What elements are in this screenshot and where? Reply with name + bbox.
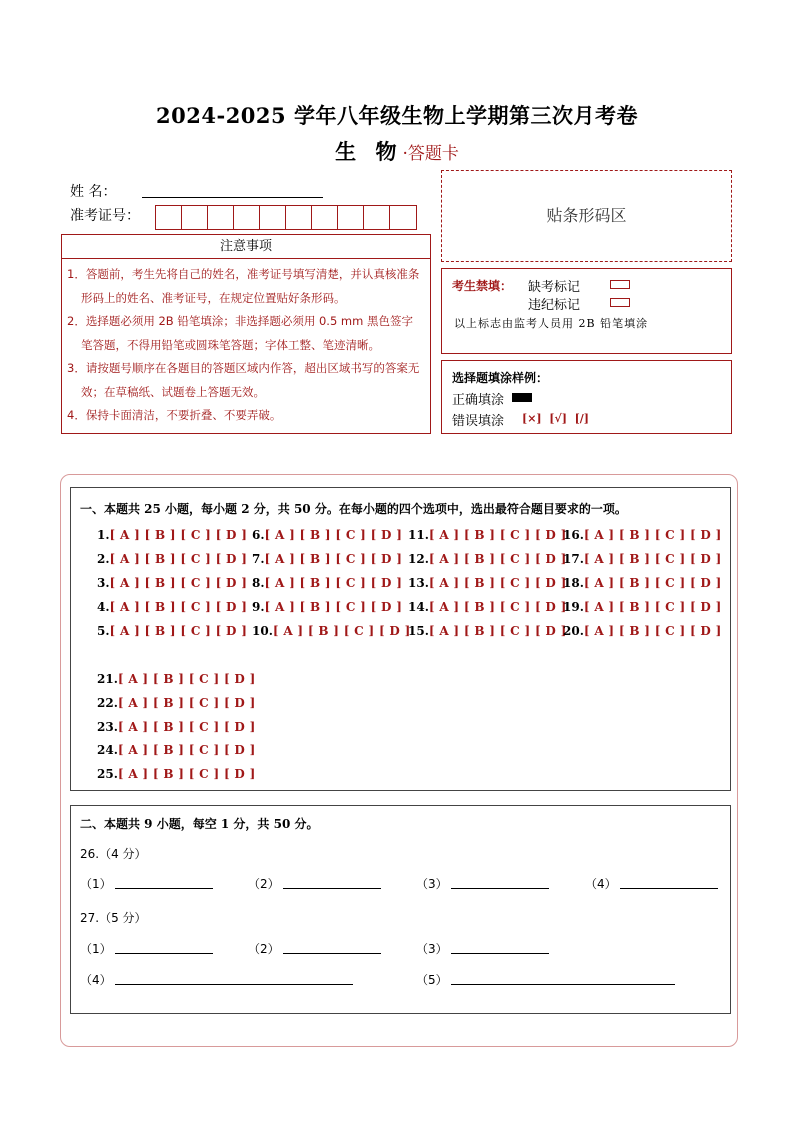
answer-blank[interactable] (451, 984, 675, 985)
blank-label: （3） (416, 877, 448, 891)
blank-label: （4） (80, 973, 112, 987)
page-subtitle (0, 136, 794, 166)
forbidden-box (441, 268, 732, 354)
id-digit-box[interactable] (156, 206, 182, 229)
answer-options[interactable]: [ A ] [ B ] [ C ] [ D ] (264, 576, 403, 590)
answer-options[interactable]: [ A ] [ B ] [ C ] [ D ] (264, 528, 403, 542)
id-digit-box[interactable] (182, 206, 208, 229)
id-digit-box[interactable] (338, 206, 364, 229)
answer-options[interactable]: [ A ] [ B ] [ C ] [ D ] (583, 624, 722, 638)
notice-item: 2．选择题必须用 2B 铅笔填涂；非选择题必须用 0.5 mm 黑色签字笔答题，不得用铅笔或圆珠笔答题；字体工整、笔迹清晰。 (67, 314, 413, 352)
answer-options[interactable]: [ A ] [ B ] [ C ] [ D ] (117, 672, 256, 686)
question-number: 9. (252, 600, 265, 614)
answer-options[interactable]: [ A ] [ B ] [ C ] [ D ] (583, 600, 722, 614)
answer-blank[interactable] (620, 888, 718, 889)
answer-options[interactable]: [ A ] [ B ] [ C ] [ D ] (109, 576, 248, 590)
choice-question[interactable] (408, 600, 567, 614)
answer-blank[interactable] (283, 888, 381, 889)
question-number: 22. (97, 696, 118, 710)
answer-options[interactable]: [ A ] [ B ] [ C ] [ D ] (109, 624, 248, 638)
answer-card-label: ·答题卡 (402, 144, 459, 164)
blank-label: （5） (416, 973, 448, 987)
name-field[interactable] (142, 197, 323, 198)
choice-question[interactable] (252, 552, 402, 566)
id-number-boxes[interactable] (155, 205, 417, 230)
question-number: 3. (97, 576, 110, 590)
notice-item: 3．请按题号顺序在各题目的答题区域内作答，超出区域书写的答案无效；在草稿纸、试题卷上答题无效。 (67, 361, 420, 399)
answer-options[interactable]: [ A ] [ B ] [ C ] [ D ] (264, 600, 403, 614)
question-number: 21. (97, 672, 118, 686)
answer-options[interactable]: [ A ] [ B ] [ C ] [ D ] (428, 600, 567, 614)
choice-question[interactable] (97, 720, 256, 734)
forbidden-note: 以上标志由监考人员用 2B 铅笔填涂 (454, 317, 649, 330)
answer-blank[interactable] (283, 953, 381, 954)
answer-options[interactable]: [ A ] [ B ] [ C ] [ D ] (117, 720, 256, 734)
blank-label: （3） (416, 942, 448, 956)
choice-question[interactable] (252, 576, 402, 590)
answer-options[interactable]: [ A ] [ B ] [ C ] [ D ] (109, 552, 248, 566)
choice-question[interactable] (97, 696, 256, 710)
fill-example-box (441, 360, 732, 434)
question-number: 11. (408, 528, 429, 542)
notice-heading: 注意事项 (62, 235, 430, 259)
choice-question[interactable] (252, 624, 411, 638)
choice-question[interactable] (97, 743, 256, 757)
answer-options[interactable]: [ A ] [ B ] [ C ] [ D ] (428, 528, 567, 542)
question-27-label: 27.（5 分） (80, 911, 147, 925)
notice-list (62, 259, 430, 428)
question-number: 2. (97, 552, 110, 566)
answer-options[interactable]: [ A ] [ B ] [ C ] [ D ] (428, 552, 567, 566)
choice-question[interactable] (97, 576, 247, 590)
blank-label: （2） (248, 877, 280, 891)
answer-options[interactable]: [ A ] [ B ] [ C ] [ D ] (428, 624, 567, 638)
section-fill-heading: 二、本题共 9 小题，每空 1 分，共 50 分。 (80, 817, 319, 831)
blank-label: （2） (248, 942, 280, 956)
choice-question[interactable] (97, 552, 247, 566)
choice-question[interactable] (563, 552, 722, 566)
id-digit-box[interactable] (234, 206, 260, 229)
question-26-label: 26.（4 分） (80, 847, 147, 861)
barcode-area: 贴条形码区 (441, 170, 732, 262)
answer-options[interactable]: [ A ] [ B ] [ C ] [ D ] (109, 600, 248, 614)
question-number: 12. (408, 552, 429, 566)
choice-question[interactable] (97, 767, 256, 781)
answer-blank[interactable] (115, 984, 353, 985)
choice-question[interactable] (97, 528, 247, 542)
question-number: 16. (563, 528, 584, 542)
choice-question[interactable] (408, 576, 567, 590)
notice-item: 4．保持卡面清洁，不要折叠、不要弄破。 (67, 408, 282, 422)
question-number: 25. (97, 767, 118, 781)
id-label: 准考证号： (70, 208, 140, 224)
page-title: 2024-2025 学年八年级生物上学期第三次月考卷 (156, 103, 638, 128)
question-number: 15. (408, 624, 429, 638)
fill-example-heading: 选择题填涂样例： (452, 371, 549, 385)
choice-question[interactable] (97, 624, 247, 638)
answer-options[interactable]: [ A ] [ B ] [ C ] [ D ] (428, 576, 567, 590)
blank-label: （1） (80, 877, 112, 891)
absent-mark-box[interactable] (610, 280, 630, 289)
id-digit-box[interactable] (260, 206, 286, 229)
answer-blank[interactable] (451, 888, 549, 889)
question-number: 4. (97, 600, 110, 614)
choice-question[interactable] (563, 528, 722, 542)
question-number: 23. (97, 720, 118, 734)
violation-mark-label: 违纪标记 (528, 298, 581, 313)
id-digit-box[interactable] (390, 206, 416, 229)
question-number: 7. (252, 552, 265, 566)
answer-options[interactable]: [ A ] [ B ] [ C ] [ D ] (264, 552, 403, 566)
question-number: 19. (563, 600, 584, 614)
section-choice-heading: 一、本题共 25 小题，每小题 2 分，共 50 分。在每小题的四个选项中，选出最符合题目要求的一项。 (80, 502, 627, 516)
answer-options[interactable]: [ A ] [ B ] [ C ] [ D ] (583, 576, 722, 590)
question-number: 5. (97, 624, 110, 638)
question-number: 24. (97, 743, 118, 757)
correct-fill-label: 正确填涂 (452, 393, 505, 408)
blank-label: （4） (585, 877, 617, 891)
id-digit-box[interactable] (364, 206, 390, 229)
choice-question[interactable] (97, 672, 256, 686)
question-number: 10. (252, 624, 273, 638)
answer-options[interactable]: [ A ] [ B ] [ C ] [ D ] (583, 552, 722, 566)
answer-options[interactable]: [ A ] [ B ] [ C ] [ D ] (583, 528, 722, 542)
section-fill (70, 805, 731, 1014)
answer-options[interactable]: [ A ] [ B ] [ C ] [ D ] (117, 743, 256, 757)
choice-question[interactable] (408, 624, 567, 638)
answer-options[interactable]: [ A ] [ B ] [ C ] [ D ] (109, 528, 248, 542)
choice-question[interactable] (252, 528, 402, 542)
id-digit-box[interactable] (312, 206, 338, 229)
correct-fill-sample (512, 393, 532, 402)
choice-question[interactable] (408, 528, 567, 542)
choice-question[interactable] (563, 624, 722, 638)
answer-options[interactable]: [ A ] [ B ] [ C ] [ D ] (272, 624, 411, 638)
blank-label: （1） (80, 942, 112, 956)
question-number: 17. (563, 552, 584, 566)
answer-blank[interactable] (451, 953, 549, 954)
question-number: 20. (563, 624, 584, 638)
question-number: 1. (97, 528, 110, 542)
choice-question[interactable] (563, 576, 722, 590)
question-number: 13. (408, 576, 429, 590)
name-label: 姓 名： (70, 184, 117, 200)
notice-box (61, 234, 431, 434)
question-number: 14. (408, 600, 429, 614)
notice-item: 1．答题前，考生先将自己的姓名，准考证号填写清楚，并认真核准条形码上的姓名、准考证号，在规定位置贴好条形码。 (67, 267, 420, 305)
absent-mark-label: 缺考标记 (528, 280, 581, 295)
choice-question[interactable] (408, 552, 567, 566)
id-digit-box[interactable] (286, 206, 312, 229)
question-number: 6. (252, 528, 265, 542)
question-number: 18. (563, 576, 584, 590)
forbidden-label: 考生禁填： (452, 279, 513, 293)
violation-mark-box[interactable] (610, 298, 630, 307)
wrong-fill-samples: [×] [√] [/] (522, 412, 590, 425)
choice-question[interactable] (563, 600, 722, 614)
answer-blank[interactable] (115, 953, 213, 954)
choice-question[interactable] (252, 600, 402, 614)
question-number: 8. (252, 576, 265, 590)
id-digit-box[interactable] (208, 206, 234, 229)
answer-options[interactable]: [ A ] [ B ] [ C ] [ D ] (117, 696, 256, 710)
answer-options[interactable]: [ A ] [ B ] [ C ] [ D ] (117, 767, 256, 781)
wrong-fill-label: 错误填涂 (452, 414, 505, 429)
answer-blank[interactable] (115, 888, 213, 889)
choice-question[interactable] (97, 600, 247, 614)
subject-name: 生 物 (335, 139, 403, 164)
